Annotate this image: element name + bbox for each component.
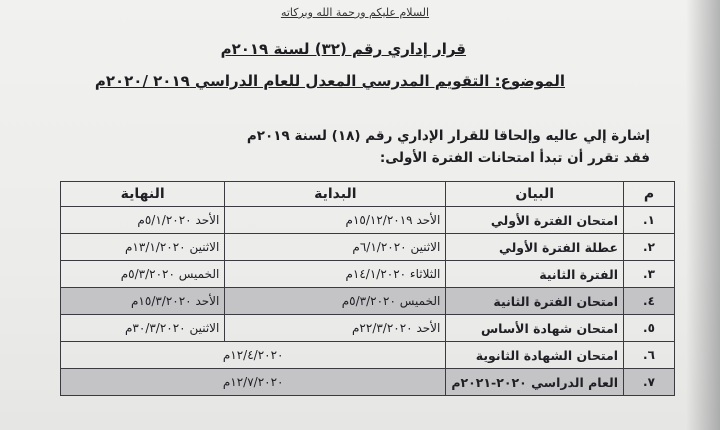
intro-line-1: إشارة إلي عاليه وإلحاقا للقرار الإداري رقم (١٨) لسنة ٢٠١٩م	[246, 128, 650, 144]
row-num: ٢.	[624, 234, 675, 261]
row-end: الاثنين ٣٠/٣/٢٠٢٠م	[61, 315, 225, 342]
intro-line-2: فقد تقرر أن تبدأ امتحانات الفترة الأولى:	[379, 150, 650, 166]
row-start: الاثنين ٦/١/٢٠٢٠م	[225, 234, 446, 261]
greeting-text: السلام عليكم ورحمة الله وبركاته	[280, 6, 430, 19]
schedule-table	[60, 181, 675, 396]
header-start: البداية	[225, 182, 446, 207]
table-row	[61, 207, 675, 234]
header-desc: البيان	[446, 182, 624, 207]
row-date-merged: ١٢/٤/٢٠٢٠م	[61, 342, 446, 369]
row-num: ٦.	[624, 342, 675, 369]
row-num: ٧.	[624, 369, 675, 396]
header-num: م	[624, 182, 675, 207]
table-row	[61, 288, 675, 315]
table-row	[61, 342, 675, 369]
table-row	[61, 315, 675, 342]
row-end: الأحد ٥/١/٢٠٢٠م	[61, 207, 225, 234]
row-num: ٥.	[624, 315, 675, 342]
header-end: النهاية	[61, 182, 225, 207]
row-start: الأحد ١٥/١٢/٢٠١٩م	[225, 207, 446, 234]
row-end: الاثنين ١٣/١/٢٠٢٠م	[61, 234, 225, 261]
row-start: الثلاثاء ١٤/١/٢٠٢٠م	[225, 261, 446, 288]
row-desc: امتحان الفترة الأولي	[446, 207, 624, 234]
row-start: الأحد ٢٢/٣/٢٠٢٠م	[225, 315, 446, 342]
row-desc: امتحان الفترة الثانية	[446, 288, 624, 315]
row-num: ١.	[624, 207, 675, 234]
decision-title: قرار إداري رقم (٣٢) لسنة ٢٠١٩م	[220, 40, 466, 58]
row-desc: العام الدراسي ٢٠٢٠-٢٠٢١م	[446, 369, 624, 396]
row-end: الأحد ١٥/٣/٢٠٢٠م	[61, 288, 225, 315]
subject-line: الموضوع: التقويم المدرسي المعدل للعام الدراسي ٢٠١٩ /٢٠٢٠م	[94, 72, 565, 90]
table-row	[61, 369, 675, 396]
table-row	[61, 234, 675, 261]
row-desc: الفترة الثانية	[446, 261, 624, 288]
row-num: ٤.	[624, 288, 675, 315]
row-num: ٣.	[624, 261, 675, 288]
row-end: الخميس ٥/٣/٢٠٢٠م	[61, 261, 225, 288]
row-desc: عطلة الفترة الأولي	[446, 234, 624, 261]
row-desc: امتحان شهادة الأساس	[446, 315, 624, 342]
table-row	[61, 261, 675, 288]
row-desc: امتحان الشهادة الثانوية	[446, 342, 624, 369]
row-start: الخميس ٥/٣/٢٠٢٠م	[225, 288, 446, 315]
page-edge-shadow	[686, 0, 720, 430]
table-header-row	[61, 182, 675, 207]
row-date-merged: ١٢/٧/٢٠٢٠م	[61, 369, 446, 396]
